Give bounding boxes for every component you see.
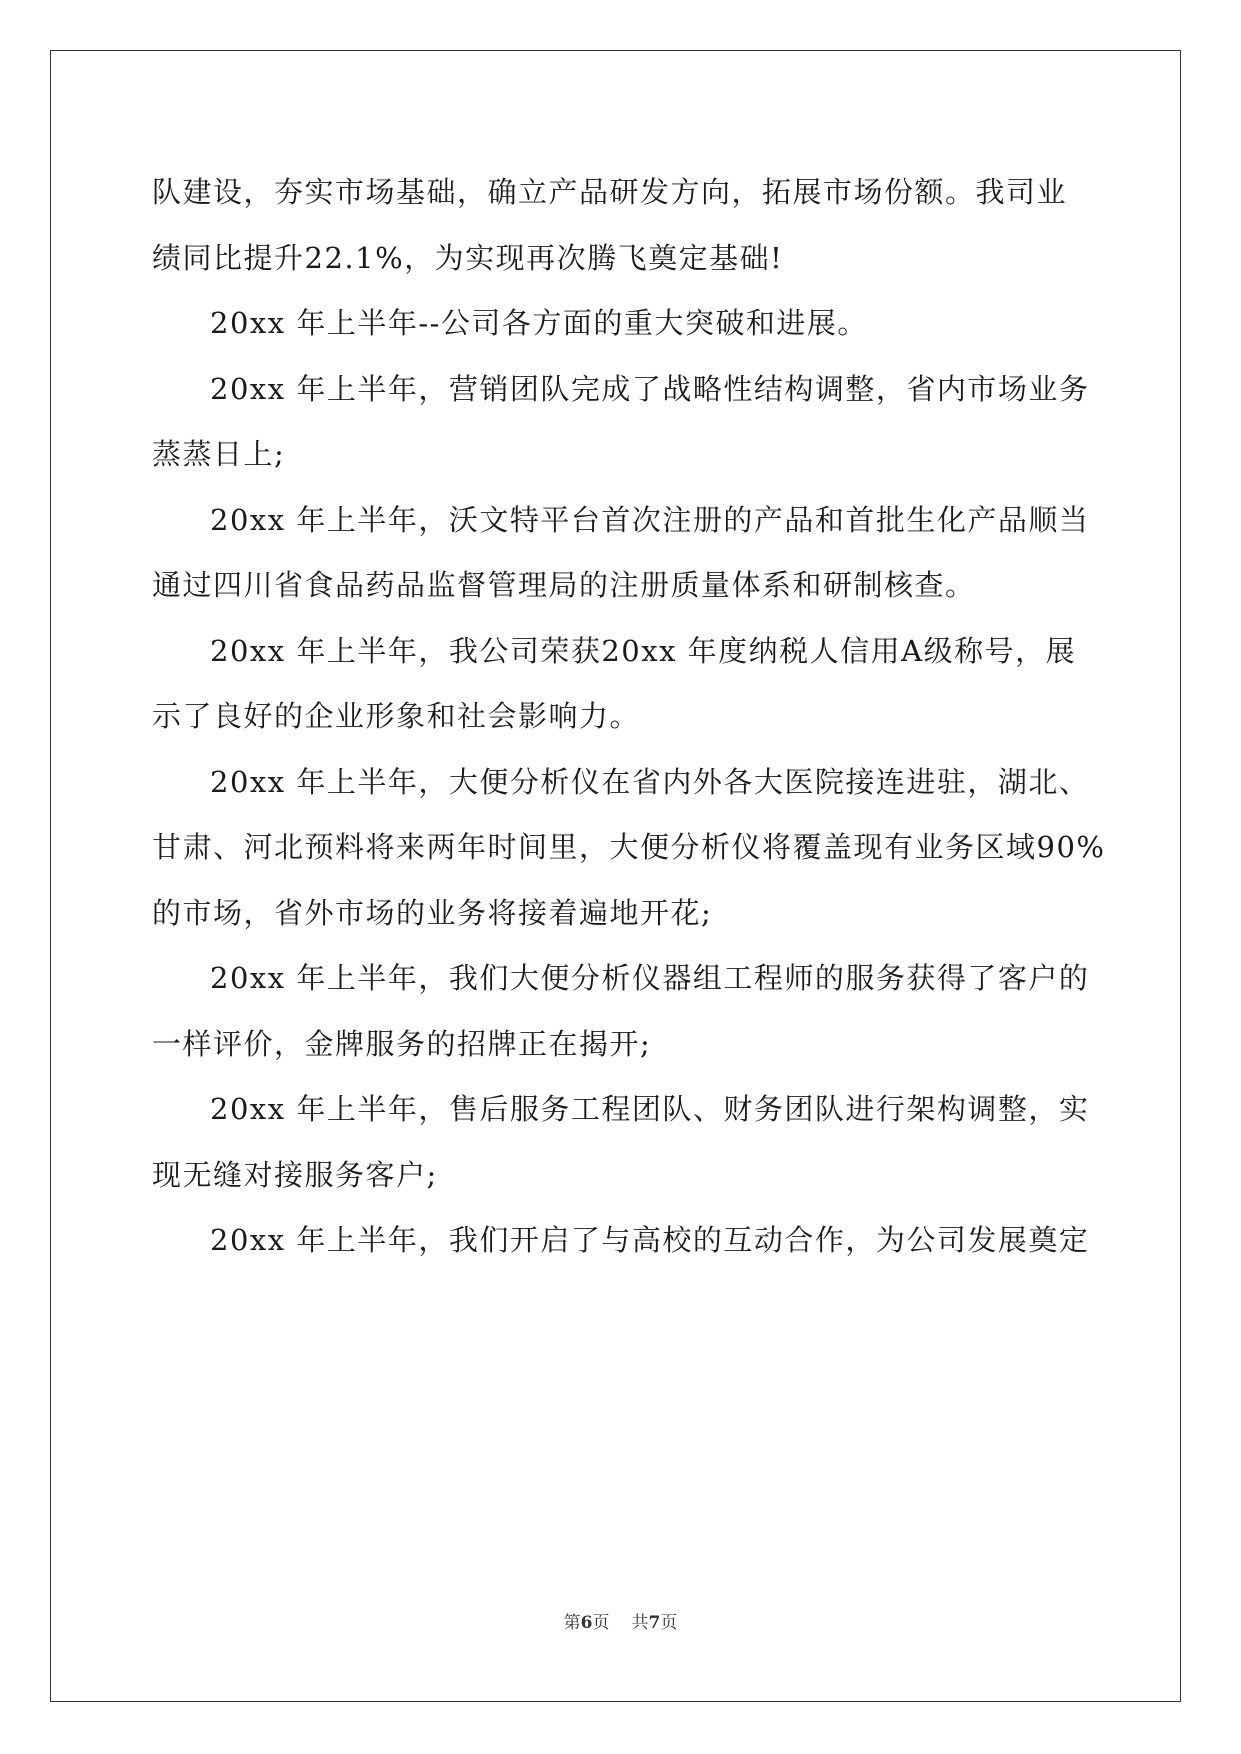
text-line: 示了良好的企业形象和社会影响力。 [152,699,641,733]
text-line: 蒸蒸日上; [152,437,286,471]
text-line: 队建设，夯实市场基础，确立产品研发方向，拓展市场份额。我司业 [152,175,1068,209]
footer-page-suffix: 页 [592,1613,610,1633]
footer-total-suffix: 页 [660,1613,678,1633]
text-line: 通过四川省食品药品监督管理局的注册质量体系和研制核查。 [152,568,976,602]
text-line: 一样评价，金牌服务的招牌正在揭开; [152,1026,652,1061]
text-line: 20xx 年上半年，沃文特平台首次注册的产品和首批生化产品顺当 [210,502,1090,537]
text-line: 20xx 年上半年，我们开启了与高校的互动合作，为公司发展奠定 [210,1223,1090,1257]
footer-total-pages: 7 [648,1613,661,1633]
text-line: 20xx 年上半年--公司各方面的重大突破和进展。 [210,306,868,340]
text-line: 甘肃、河北预料将来两年时间里，大便分析仪将覆盖现有业务区域90% [152,830,1106,864]
page-footer [0,1608,1241,1633]
text-line: 绩同比提升22.1%，为实现再次腾飞奠定基础! [152,240,784,275]
text-line: 现无缝对接服务客户; [152,1157,438,1192]
text-line: 20xx 年上半年，售后服务工程团队、财务团队进行架构调整，实 [210,1092,1090,1126]
text-line: 20xx 年上半年，大便分析仪在省内外各大医院接连进驻，湖北、 [210,764,1090,799]
text-line: 20xx 年上半年，我们大便分析仪器组工程师的服务获得了客户的 [210,961,1090,995]
text-line: 的市场，省外市场的业务将接着遍地开花; [152,895,713,930]
footer-current-page: 6 [580,1613,593,1633]
text-line: 20xx 年上半年，我公司荣获20xx 年度纳税人信用A级称号，展 [210,633,1077,668]
footer-page-prefix: 第 [563,1613,581,1633]
text-line: 20xx 年上半年，营销团队完成了战略性结构调整，省内市场业务 [210,371,1090,406]
document-body [152,160,1106,1274]
footer-total-prefix: 共 [631,1613,649,1633]
